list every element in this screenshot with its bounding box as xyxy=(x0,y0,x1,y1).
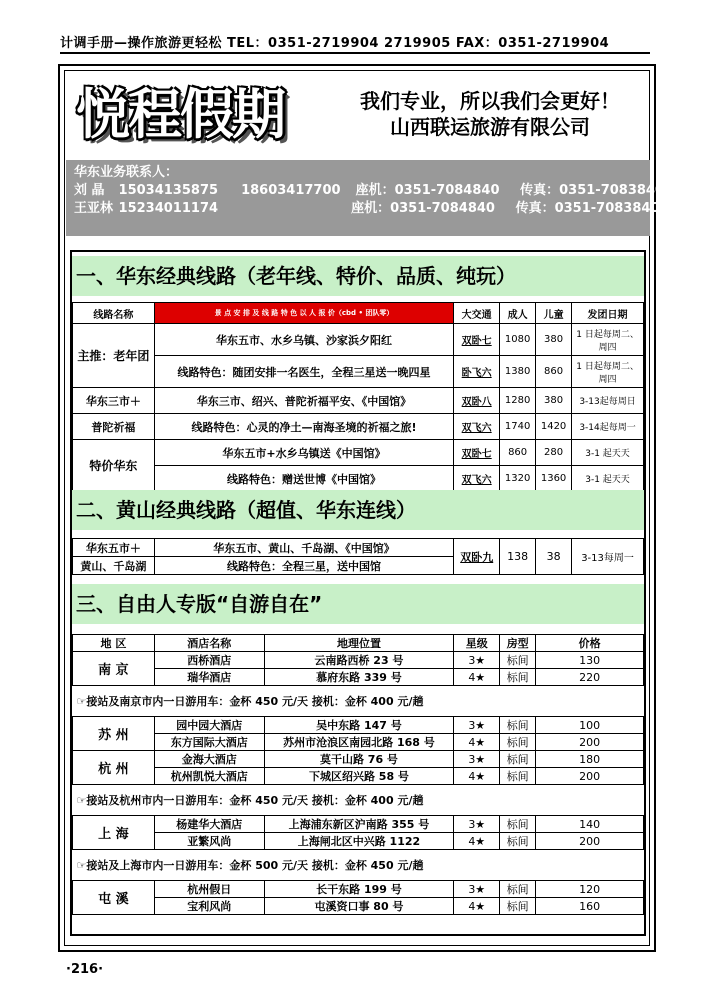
col-header: 地 区 xyxy=(73,635,155,652)
transport: 双飞六 xyxy=(454,466,500,492)
transport: 双卧七 xyxy=(454,440,500,466)
depart-date: 3-14起每周一 xyxy=(572,414,644,440)
hotel-price: 200 xyxy=(536,768,644,785)
route-feature: 线路特色：心灵的净土—南海圣境的祈福之旅! xyxy=(154,414,453,440)
adult-price: 860 xyxy=(500,440,536,466)
child-price: 380 xyxy=(536,388,572,414)
table-row xyxy=(73,324,644,356)
hotel-name: 金海大酒店 xyxy=(154,751,264,768)
room-type: 标间 xyxy=(500,734,536,751)
col-header: 房型 xyxy=(500,635,536,652)
hotel-star: 4★ xyxy=(454,669,500,686)
route-feature: 线路特色：随团安排一名医生，全程三星送一晚四星 xyxy=(154,356,453,388)
room-type: 标间 xyxy=(500,833,536,850)
hotel-star: 4★ xyxy=(454,898,500,915)
room-type: 标间 xyxy=(500,669,536,686)
hotel-location: 莫干山路 76 号 xyxy=(264,751,454,768)
table-row xyxy=(73,898,644,915)
route-feature: 线路特色：全程三星，送中国馆 xyxy=(154,557,453,575)
hotel-star: 4★ xyxy=(454,734,500,751)
hotel-star: 3★ xyxy=(454,881,500,898)
route-desc: 华东五市、黄山、千岛湖、《中国馆》 xyxy=(154,539,453,557)
transport: 卧飞六 xyxy=(454,356,500,388)
route-desc: 华东五市+水乡乌镇送《中国馆》 xyxy=(154,440,453,466)
brand-logo: 悦程假期 xyxy=(76,83,284,146)
depart-date: 1 日起每周二、周四 xyxy=(572,356,644,388)
transport: 双卧八 xyxy=(454,388,500,414)
col-header: 发团日期 xyxy=(572,303,644,324)
hotel-name: 西桥酒店 xyxy=(154,652,264,669)
room-type: 标间 xyxy=(500,816,536,833)
room-type: 标间 xyxy=(500,717,536,734)
transport: 双飞六 xyxy=(454,414,500,440)
transfer-note xyxy=(73,850,644,881)
slogan-line-1: 我们专业，所以我们会更好！ xyxy=(360,89,620,113)
hotel-name: 亚繁风尚 xyxy=(154,833,264,850)
hotel-price: 200 xyxy=(536,833,644,850)
contact-seat: 座机：0351-7084840 xyxy=(355,183,500,198)
hotel-table xyxy=(72,634,644,915)
adult-price: 1740 xyxy=(500,414,536,440)
hotel-star: 3★ xyxy=(454,717,500,734)
child-price: 38 xyxy=(536,539,572,575)
col-header: 大交通 xyxy=(454,303,500,324)
hotel-location: 下城区绍兴路 58 号 xyxy=(264,768,454,785)
hotel-location: 上海闸北区中兴路 1122 xyxy=(264,833,454,850)
adult-price: 1320 xyxy=(500,466,536,492)
transport: 双卧七 xyxy=(454,324,500,356)
child-price: 280 xyxy=(536,440,572,466)
section-title-1: 一、华东经典线路（老年线、特价、品质、纯玩） xyxy=(72,256,644,296)
table-row xyxy=(73,833,644,850)
table-row xyxy=(73,539,644,557)
hotel-name: 杭州假日 xyxy=(154,881,264,898)
hotel-price: 100 xyxy=(536,717,644,734)
table-row xyxy=(73,717,644,734)
route-desc: 华东三市、绍兴、普陀祈福平安、《中国馆》 xyxy=(154,388,453,414)
table-row xyxy=(73,816,644,833)
table-row xyxy=(73,751,644,768)
contact-name: 刘 晶 xyxy=(74,183,105,198)
hotel-star: 4★ xyxy=(454,833,500,850)
hotel-name: 瑞华酒店 xyxy=(154,669,264,686)
header-rule xyxy=(60,52,650,54)
contact-phone: 15034135875 xyxy=(118,183,219,198)
area-name: 苏 州 xyxy=(73,717,155,751)
page-number: ·216· xyxy=(66,962,104,977)
page-header: 计调手册—操作旅游更轻松 TEL：0351-2719904 2719905 FAX：0351-2719904 xyxy=(60,36,610,51)
hotel-star: 4★ xyxy=(454,768,500,785)
adult-price: 1280 xyxy=(500,388,536,414)
table-row xyxy=(73,881,644,898)
route-name: 华东三市＋ xyxy=(73,388,155,414)
section-title-2: 二、黄山经典线路（超值、华东连线） xyxy=(72,490,644,530)
contact-phone: 18603417700 xyxy=(241,183,341,198)
table-row xyxy=(73,356,644,388)
adult-price: 1380 xyxy=(500,356,536,388)
table-header xyxy=(73,303,644,324)
hotel-price: 140 xyxy=(536,816,644,833)
area-name: 南 京 xyxy=(73,652,155,686)
hotel-price: 220 xyxy=(536,669,644,686)
transfer-note-text: ☞接站及上海市内一日游用车：金杯 500 元/天 接机：金杯 450 元/趟 xyxy=(73,850,644,881)
contact-seat: 座机：0351-7084840 xyxy=(351,201,495,216)
room-type: 标间 xyxy=(500,751,536,768)
hotel-location: 屯溪资口事 80 号 xyxy=(264,898,454,915)
hotel-star: 3★ xyxy=(454,652,500,669)
col-header: 价格 xyxy=(536,635,644,652)
route-name: 普陀祈福 xyxy=(73,414,155,440)
hotel-location: 苏州市沧浪区南园北路 168 号 xyxy=(264,734,454,751)
depart-date: 3-13每周一 xyxy=(572,539,644,575)
area-name: 上 海 xyxy=(73,816,155,850)
col-header: 线路名称 xyxy=(73,303,155,324)
hotel-location: 上海浦东新区沪南路 355 号 xyxy=(264,816,454,833)
hotel-name: 杨建华大酒店 xyxy=(154,816,264,833)
hotel-price: 130 xyxy=(536,652,644,669)
route-name: 特价华东 xyxy=(73,440,155,492)
route-table-1 xyxy=(72,302,644,492)
company-name: 山西联运旅游有限公司 xyxy=(390,115,590,139)
adult-price: 1080 xyxy=(500,324,536,356)
transfer-note-text: ☞接站及杭州市内一日游用车：金杯 450 元/天 接机：金杯 400 元/趟 xyxy=(73,785,644,816)
contact-name: 王亚林 xyxy=(74,201,114,216)
hotel-location: 吴中东路 147 号 xyxy=(264,717,454,734)
hotel-name: 园中园大酒店 xyxy=(154,717,264,734)
contact-title: 华东业务联系人： xyxy=(74,165,179,180)
hotel-location: 云南路西桥 23 号 xyxy=(264,652,454,669)
table-row xyxy=(73,669,644,686)
hotel-star: 3★ xyxy=(454,751,500,768)
table-header xyxy=(73,635,644,652)
route-name: 黄山、千岛湖 xyxy=(73,557,155,575)
hotel-star: 3★ xyxy=(454,816,500,833)
transport: 双卧九 xyxy=(454,539,500,575)
transfer-note xyxy=(73,686,644,717)
contact-fax: 传真：0351-7083840 xyxy=(520,183,665,198)
contact-fax: 传真：0351-7083840 xyxy=(515,201,660,216)
contact-row-1 xyxy=(74,182,665,200)
section-title-3: 三、自由人专版“自游自在” xyxy=(72,584,644,624)
adult-price: 138 xyxy=(500,539,536,575)
hotel-price: 180 xyxy=(536,751,644,768)
table-row xyxy=(73,414,644,440)
hotel-name: 宝利风尚 xyxy=(154,898,264,915)
area-name: 屯 溪 xyxy=(73,881,155,915)
hotel-price: 160 xyxy=(536,898,644,915)
child-price: 1420 xyxy=(536,414,572,440)
contact-box xyxy=(66,160,665,236)
transfer-note xyxy=(73,785,644,816)
col-header: 星级 xyxy=(454,635,500,652)
room-type: 标间 xyxy=(500,898,536,915)
table-row xyxy=(73,440,644,466)
transfer-note-text: ☞接站及南京市内一日游用车：金杯 450 元/天 接机：金杯 400 元/趟 xyxy=(73,686,644,717)
col-header: 儿童 xyxy=(536,303,572,324)
table-row xyxy=(73,466,644,492)
route-feature: 线路特色：赠送世博《中国馆》 xyxy=(154,466,453,492)
route-desc: 华东五市、水乡乌镇、沙家浜夕阳红 xyxy=(154,324,453,356)
child-price: 380 xyxy=(536,324,572,356)
child-price: 1360 xyxy=(536,466,572,492)
area-name: 杭 州 xyxy=(73,751,155,785)
table-row xyxy=(73,768,644,785)
depart-date: 3-1 起天天 xyxy=(572,466,644,492)
hotel-price: 200 xyxy=(536,734,644,751)
contact-row-2 xyxy=(74,200,660,218)
col-header: 酒店名称 xyxy=(154,635,264,652)
table-row xyxy=(73,734,644,751)
hotel-name: 杭州凯悦大酒店 xyxy=(154,768,264,785)
col-header: 成人 xyxy=(500,303,536,324)
route-table-2 xyxy=(72,538,644,575)
child-price: 860 xyxy=(536,356,572,388)
hotel-location: 慕府东路 339 号 xyxy=(264,669,454,686)
room-type: 标间 xyxy=(500,881,536,898)
table-row xyxy=(73,652,644,669)
route-name: 主推：老年团 xyxy=(73,324,155,388)
hotel-price: 120 xyxy=(536,881,644,898)
hotel-name: 东方国际大酒店 xyxy=(154,734,264,751)
room-type: 标间 xyxy=(500,652,536,669)
depart-date: 3-1 起天天 xyxy=(572,440,644,466)
slogan xyxy=(330,88,650,140)
table-row xyxy=(73,388,644,414)
route-name: 华东五市＋ xyxy=(73,539,155,557)
depart-date: 3-13起每周日 xyxy=(572,388,644,414)
depart-date: 1 日起每周二、周四 xyxy=(572,324,644,356)
contact-phone: 15234011174 xyxy=(118,201,219,216)
col-header: 地理位置 xyxy=(264,635,454,652)
hotel-location: 长干东路 199 号 xyxy=(264,881,454,898)
room-type: 标间 xyxy=(500,768,536,785)
col-header: 景 点 安 排 及 线 路 特 色 以 人 报 价（cbd • 团队零） xyxy=(154,303,453,324)
